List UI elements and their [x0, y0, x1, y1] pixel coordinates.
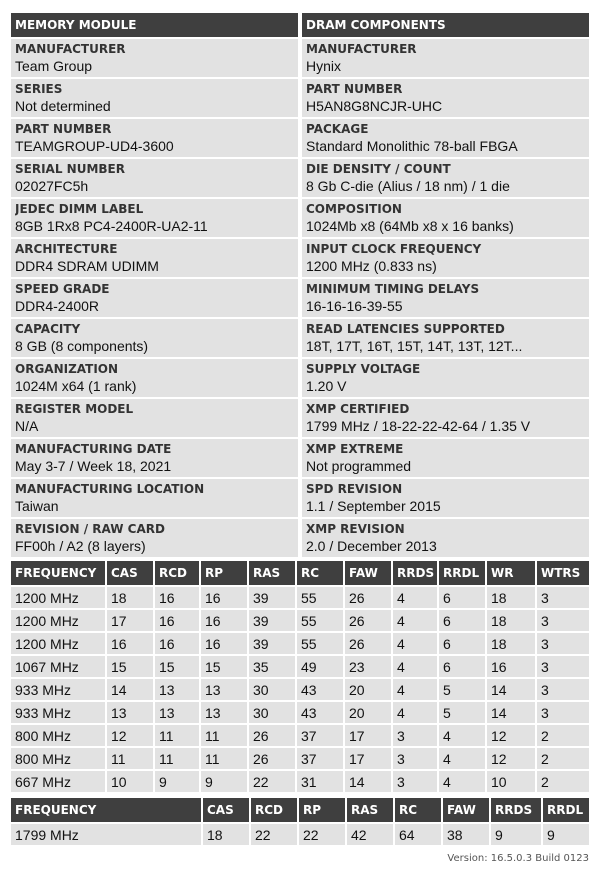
jedec-cell: 11 [107, 746, 155, 769]
memory-module-field [11, 479, 298, 517]
jedec-cell: 30 [249, 700, 297, 723]
jedec-cell: 9 [201, 769, 249, 792]
memory-module-field [11, 279, 298, 317]
jedec-cell: 12 [487, 723, 537, 746]
dram-field [302, 159, 589, 197]
memory-module-field-label: ARCHITECTURE [15, 242, 118, 256]
dram-field [302, 359, 589, 397]
jedec-column-header: CAS [107, 561, 155, 585]
dram-field-value: 2.0 / December 2013 [306, 538, 437, 554]
dram-field-value: 8 Gb C-die (Alius / 18 nm) / 1 die [306, 178, 510, 194]
jedec-cell: 26 [249, 723, 297, 746]
jedec-cell: 4 [393, 631, 439, 654]
dram-field-label: PACKAGE [306, 122, 369, 136]
jedec-column-header: FREQUENCY [11, 561, 107, 585]
xmp-cell: 18 [203, 822, 251, 845]
dram-field [302, 119, 589, 157]
jedec-cell: 26 [345, 585, 393, 608]
memory-module-field-value: N/A [15, 418, 39, 434]
jedec-cell: 43 [297, 677, 345, 700]
jedec-cell: 14 [487, 700, 537, 723]
memory-module-field-value: DDR4 SDRAM UDIMM [15, 258, 159, 274]
jedec-cell: 20 [345, 677, 393, 700]
xmp-column-header: FAW [443, 798, 491, 822]
jedec-cell: 2 [537, 769, 589, 792]
dram-field-label: XMP CERTIFIED [306, 402, 410, 416]
dram-field-label: XMP REVISION [306, 522, 405, 536]
jedec-cell: 12 [487, 746, 537, 769]
dram-field-label: COMPOSITION [306, 202, 402, 216]
jedec-cell: 16 [155, 608, 201, 631]
memory-module-field-label: MANUFACTURING LOCATION [15, 482, 205, 496]
spd-report [11, 13, 589, 845]
jedec-cell: 13 [201, 700, 249, 723]
jedec-cell: 11 [155, 746, 201, 769]
jedec-cell: 1200 MHz [11, 608, 107, 631]
jedec-column-header: RRDS [393, 561, 439, 585]
jedec-cell: 4 [439, 723, 487, 746]
memory-module-field-value: DDR4-2400R [15, 298, 100, 314]
memory-module-field [11, 319, 298, 357]
jedec-column-header: WR [487, 561, 537, 585]
dram-field [302, 79, 589, 117]
jedec-cell: 35 [249, 654, 297, 677]
jedec-cell: 1067 MHz [11, 654, 107, 677]
jedec-cell: 933 MHz [11, 677, 107, 700]
dram-field-value: Not programmed [306, 458, 412, 474]
jedec-cell: 3 [537, 654, 589, 677]
dram-field-value: Standard Monolithic 78-ball FBGA [306, 138, 518, 154]
dram-field [302, 439, 589, 477]
xmp-column-header: FREQUENCY [11, 798, 203, 822]
jedec-cell: 13 [201, 677, 249, 700]
memory-module-header: MEMORY MODULE [11, 13, 298, 37]
jedec-cell: 15 [201, 654, 249, 677]
jedec-cell: 16 [155, 631, 201, 654]
jedec-cell: 37 [297, 746, 345, 769]
jedec-cell: 55 [297, 608, 345, 631]
dram-field [302, 479, 589, 517]
dram-field [302, 519, 589, 557]
xmp-cell: 42 [347, 822, 395, 845]
jedec-cell: 20 [345, 700, 393, 723]
jedec-cell: 800 MHz [11, 723, 107, 746]
jedec-cell: 22 [249, 769, 297, 792]
jedec-cell: 3 [537, 585, 589, 608]
dram-field [302, 319, 589, 357]
dram-field [302, 239, 589, 277]
jedec-cell: 39 [249, 585, 297, 608]
memory-module-field-label: MANUFACTURER [15, 42, 126, 56]
xmp-column-header: RRDL [543, 798, 589, 822]
jedec-cell: 26 [249, 746, 297, 769]
xmp-column-header: CAS [203, 798, 251, 822]
jedec-cell: 49 [297, 654, 345, 677]
jedec-cell: 37 [297, 723, 345, 746]
dram-field-label: DIE DENSITY / COUNT [306, 162, 451, 176]
dram-field-label: INPUT CLOCK FREQUENCY [306, 242, 482, 256]
dram-field-value: Hynix [306, 58, 342, 74]
jedec-cell: 6 [439, 631, 487, 654]
xmp-timing-table [11, 798, 589, 845]
jedec-cell: 11 [201, 723, 249, 746]
jedec-column-header: RCD [155, 561, 201, 585]
jedec-column-header: WTRS [537, 561, 589, 585]
jedec-cell: 4 [393, 585, 439, 608]
memory-module-field-value: 8 GB (8 components) [15, 338, 149, 354]
jedec-cell: 15 [155, 654, 201, 677]
jedec-cell: 13 [155, 677, 201, 700]
jedec-cell: 3 [537, 677, 589, 700]
dram-field [302, 39, 589, 77]
jedec-cell: 1200 MHz [11, 631, 107, 654]
jedec-cell: 10 [107, 769, 155, 792]
jedec-column-header: RP [201, 561, 249, 585]
jedec-cell: 31 [297, 769, 345, 792]
jedec-cell: 4 [439, 746, 487, 769]
jedec-cell: 11 [155, 723, 201, 746]
memory-module-field-label: SPEED GRADE [15, 282, 110, 296]
jedec-column-header: RC [297, 561, 345, 585]
xmp-cell: 22 [299, 822, 347, 845]
jedec-cell: 26 [345, 631, 393, 654]
jedec-column-header: RRDL [439, 561, 487, 585]
jedec-cell: 5 [439, 677, 487, 700]
dram-field-value: 1.20 V [306, 378, 347, 394]
jedec-cell: 2 [537, 723, 589, 746]
memory-module-field-value: Not determined [15, 98, 111, 114]
dram-field-label: XMP EXTREME [306, 442, 404, 456]
memory-module-field-label: CAPACITY [15, 322, 81, 336]
memory-module-field-value: Team Group [15, 58, 93, 74]
xmp-cell: 9 [491, 822, 543, 845]
dram-field-label: SUPPLY VOLTAGE [306, 362, 421, 376]
dram-field-label: PART NUMBER [306, 82, 403, 96]
xmp-column-header: RCD [251, 798, 299, 822]
xmp-cell: 9 [543, 822, 589, 845]
jedec-cell: 3 [393, 746, 439, 769]
xmp-column-header: RP [299, 798, 347, 822]
jedec-cell: 39 [249, 608, 297, 631]
jedec-cell: 3 [537, 608, 589, 631]
xmp-row [11, 822, 589, 845]
jedec-column-header: FAW [345, 561, 393, 585]
jedec-cell: 18 [487, 608, 537, 631]
jedec-cell: 6 [439, 654, 487, 677]
dram-field-label: MINIMUM TIMING DELAYS [306, 282, 480, 296]
jedec-row [11, 631, 589, 654]
jedec-cell: 39 [249, 631, 297, 654]
jedec-row [11, 723, 589, 746]
jedec-cell: 30 [249, 677, 297, 700]
memory-module-field [11, 519, 298, 557]
jedec-cell: 26 [345, 608, 393, 631]
dram-field-label: SPD REVISION [306, 482, 403, 496]
memory-module-field-value: May 3-7 / Week 18, 2021 [15, 458, 172, 474]
jedec-row [11, 677, 589, 700]
jedec-cell: 16 [201, 631, 249, 654]
jedec-cell: 43 [297, 700, 345, 723]
memory-module-field [11, 359, 298, 397]
memory-module-field-value: 02027FC5h [15, 178, 89, 194]
memory-module-field-label: ORGANIZATION [15, 362, 119, 376]
dram-components-panel [302, 13, 589, 557]
jedec-column-header: RAS [249, 561, 297, 585]
jedec-cell: 3 [393, 723, 439, 746]
memory-module-field-value: FF00h / A2 (8 layers) [15, 538, 146, 554]
memory-module-field-label: JEDEC DIMM LABEL [15, 202, 144, 216]
jedec-cell: 800 MHz [11, 746, 107, 769]
jedec-cell: 667 MHz [11, 769, 107, 792]
jedec-cell: 16 [487, 654, 537, 677]
jedec-timing-table [11, 561, 589, 792]
jedec-cell: 3 [393, 769, 439, 792]
xmp-cell: 22 [251, 822, 299, 845]
jedec-cell: 16 [201, 608, 249, 631]
jedec-cell: 4 [393, 700, 439, 723]
dram-field-value: 16-16-16-39-55 [306, 298, 403, 314]
memory-module-field-value: 8GB 1Rx8 PC4-2400R-UA2-11 [15, 218, 208, 234]
xmp-column-header: RC [395, 798, 443, 822]
jedec-row [11, 585, 589, 608]
jedec-cell: 17 [345, 746, 393, 769]
jedec-cell: 4 [393, 608, 439, 631]
dram-components-header: DRAM COMPONENTS [302, 13, 589, 37]
memory-module-field [11, 239, 298, 277]
memory-module-field-value: 1024M x64 (1 rank) [15, 378, 137, 394]
memory-module-field [11, 159, 298, 197]
jedec-cell: 4 [393, 677, 439, 700]
jedec-row [11, 654, 589, 677]
xmp-cell: 38 [443, 822, 491, 845]
xmp-column-header: RRDS [491, 798, 543, 822]
jedec-cell: 13 [107, 700, 155, 723]
xmp-column-header: RAS [347, 798, 395, 822]
memory-module-field-label: REGISTER MODEL [15, 402, 134, 416]
memory-module-field [11, 39, 298, 77]
jedec-row [11, 700, 589, 723]
version-label: Version: 16.5.0.3 Build 0123 [447, 853, 589, 864]
jedec-cell: 11 [201, 746, 249, 769]
jedec-cell: 16 [201, 585, 249, 608]
xmp-cell: 64 [395, 822, 443, 845]
jedec-cell: 933 MHz [11, 700, 107, 723]
memory-module-field-label: SERIAL NUMBER [15, 162, 125, 176]
dram-field [302, 279, 589, 317]
memory-module-field [11, 199, 298, 237]
jedec-cell: 2 [537, 746, 589, 769]
dram-field-value: 1799 MHz / 18-22-22-42-64 / 1.35 V [306, 418, 531, 434]
dram-field-value: 18T, 17T, 16T, 15T, 14T, 13T, 12T... [306, 338, 523, 354]
xmp-cell: 1799 MHz [11, 822, 203, 845]
dram-field-label: READ LATENCIES SUPPORTED [306, 322, 505, 336]
jedec-row [11, 746, 589, 769]
dram-field-value: 1024Mb x8 (64Mb x8 x 16 banks) [306, 218, 514, 234]
jedec-cell: 5 [439, 700, 487, 723]
jedec-cell: 6 [439, 608, 487, 631]
dram-field-label: MANUFACTURER [306, 42, 417, 56]
memory-module-panel [11, 13, 298, 557]
jedec-cell: 3 [537, 700, 589, 723]
memory-module-field-value: Taiwan [15, 498, 59, 514]
jedec-cell: 10 [487, 769, 537, 792]
jedec-cell: 18 [107, 585, 155, 608]
memory-module-field-label: MANUFACTURING DATE [15, 442, 172, 456]
dram-field [302, 399, 589, 437]
jedec-cell: 4 [439, 769, 487, 792]
jedec-cell: 17 [345, 723, 393, 746]
jedec-cell: 9 [155, 769, 201, 792]
memory-module-field-label: SERIES [15, 82, 63, 96]
jedec-cell: 18 [487, 631, 537, 654]
dram-field-value: 1.1 / September 2015 [306, 498, 441, 514]
dram-field-value: H5AN8G8NCJR-UHC [306, 98, 443, 114]
jedec-cell: 4 [393, 654, 439, 677]
jedec-cell: 16 [107, 631, 155, 654]
jedec-row [11, 769, 589, 792]
jedec-cell: 55 [297, 585, 345, 608]
jedec-cell: 14 [345, 769, 393, 792]
jedec-cell: 14 [487, 677, 537, 700]
jedec-cell: 18 [487, 585, 537, 608]
jedec-cell: 17 [107, 608, 155, 631]
jedec-cell: 15 [107, 654, 155, 677]
jedec-cell: 12 [107, 723, 155, 746]
jedec-cell: 14 [107, 677, 155, 700]
memory-module-field [11, 399, 298, 437]
jedec-cell: 23 [345, 654, 393, 677]
memory-module-field [11, 79, 298, 117]
jedec-row [11, 608, 589, 631]
memory-module-field-value: TEAMGROUP-UD4-3600 [15, 138, 174, 154]
jedec-cell: 3 [537, 631, 589, 654]
jedec-cell: 6 [439, 585, 487, 608]
dram-field [302, 199, 589, 237]
memory-module-field [11, 119, 298, 157]
jedec-cell: 16 [155, 585, 201, 608]
dram-field-value: 1200 MHz (0.833 ns) [306, 258, 437, 274]
jedec-cell: 1200 MHz [11, 585, 107, 608]
info-section [11, 13, 589, 557]
memory-module-field-label: PART NUMBER [15, 122, 112, 136]
memory-module-field-label: REVISION / RAW CARD [15, 522, 165, 536]
jedec-cell: 13 [155, 700, 201, 723]
memory-module-field [11, 439, 298, 477]
jedec-cell: 55 [297, 631, 345, 654]
